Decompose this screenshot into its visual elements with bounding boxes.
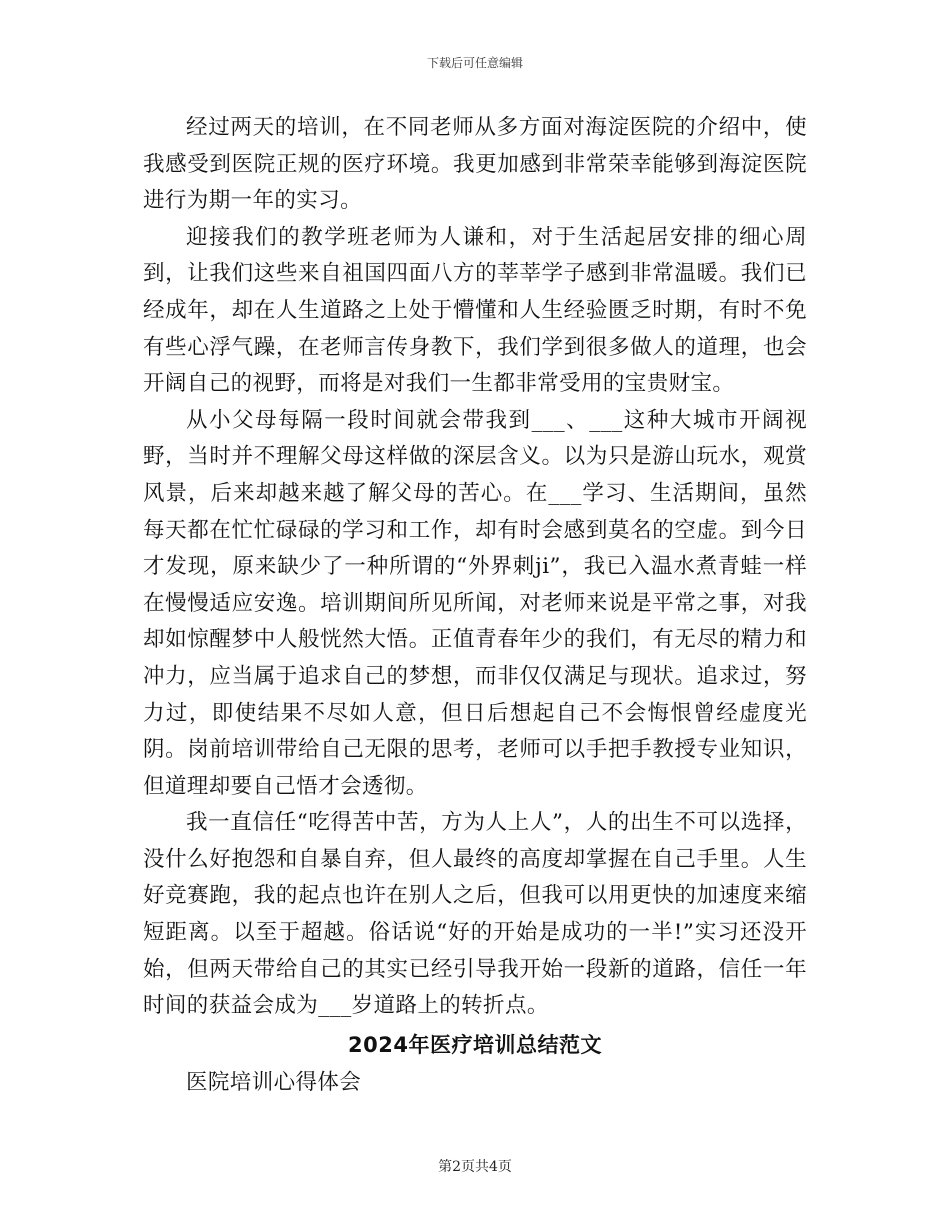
document-body	[143, 110, 807, 1101]
paragraph-4: 我一直信任“吃得苦中苦，方为人上人”，人的出生不可以选择，没什么好抱怨和自暴自弃，但人最终的高度却掌握在自己手里。人生好竞赛跑，我的起点也许在别人之后，但我可以用更快的加速度来缩短距离。以至于超越。俗话说“好的开始是成功的一半!”实习还没开始，但两天带给自己的其实已经引导我开始一段新的道路，信任一年时间的获益会成为___岁道路上的转折点。	[143, 810, 807, 1019]
subtitle: 医院培训心得体会	[186, 1069, 362, 1095]
header-note: 下载后可任意编辑	[426, 56, 523, 70]
section-title: 2024年医疗培训总结范文	[348, 1032, 602, 1057]
paragraph-1: 经过两天的培训，在不同老师从多方面对海淀医院的介绍中，使我感受到医院正规的医疗环境。我更加感到非常荣幸能够到海淀医院进行为期一年的实习。	[143, 115, 807, 214]
paragraph-3: 从小父母每隔一段时间就会带我到___、___这种大城市开阔视野，当时并不理解父母这样做的深层含义。以为只是游山玩水，观赏风景，后来却越来越了解父母的苦心。在___学习、生活期间，虽然每天都在忙忙碌碌的学习和工作，却有时会感到莫名的空虚。到今日才发现，原来缺少了一种所谓的“外界刺ji”，我已入温水煮青蛙一样在慢慢适应安逸。培训期间所见所闻，对老师来说是平常之事，对我却如惊醒梦中人般恍然大悟。正值青春年少的我们，有无尽的精力和冲力，应当属于追求自己的梦想，而非仅仅满足与现状。追求过，努力过，即使结果不尽如人意，但日后想起自己不会悔恨曾经虚度光阴。岗前培训带给自己无限的思考，老师可以手把手教授专业知识，但道理却要自己悟才会透彻。	[143, 407, 807, 799]
page-number: 第2页共4页	[438, 1159, 512, 1175]
paragraph-2: 迎接我们的教学班老师为人谦和，对于生活起居安排的细心周到，让我们这些来自祖国四面八方的莘莘学子感到非常温暖。我们已经成年，却在人生道路之上处于懵懂和人生经验匮乏时期，有时不免有些心浮气躁，在老师言传身教下，我们学到很多做人的道理，也会开阔自己的视野，而将是对我们一生都非常受用的宝贵财宝。	[143, 224, 807, 397]
